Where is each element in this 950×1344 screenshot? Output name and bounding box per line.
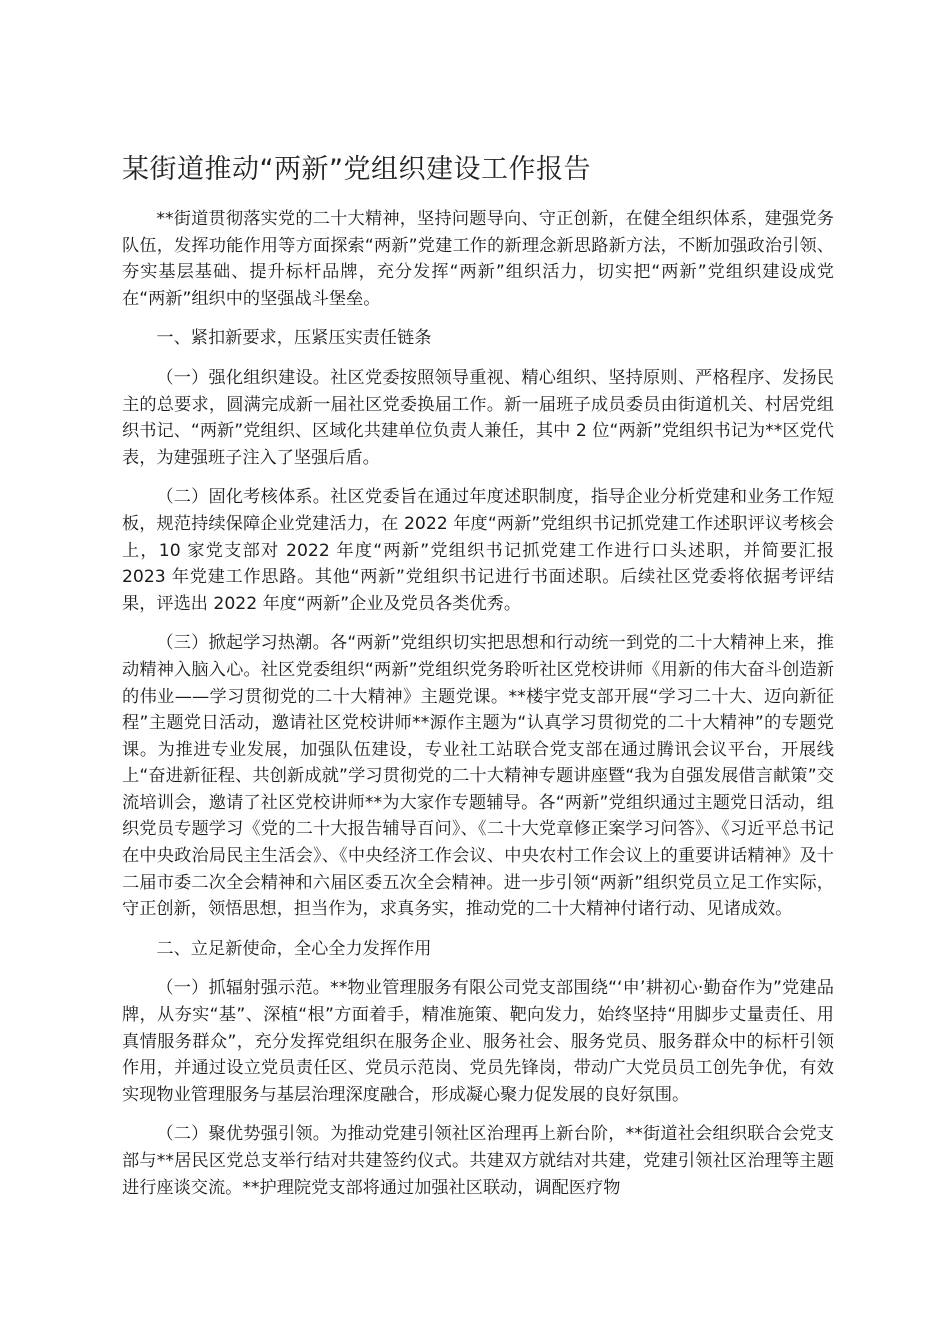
section-1-heading: 一、紧扣新要求，压紧压实责任链条: [156, 328, 432, 349]
section-1-paragraph-1: （一）强化组织建设。社区党委按照领导重视、精心组织、坚持原则、严格程序、发扬民主的总要求，圆满完成新一届社区党委换届工作。新一届班子成员委员由街道机关、村居党组织书记、“两新”党组织、区域化共建单位负责人兼任，其中 2 位“两新”党组织书记为**区党代表，为建强班子注入了坚强后盾。: [122, 367, 834, 468]
section-2-paragraph-2: （二）聚优势强引领。为推动党建引领社区治理再上新台阶，**街道社会组织联合会党支部与**居民区党总支举行结对共建签约仪式。共建双方就结对共建，党建引领社区治理等主题进行座谈交流。**护理院党支部将通过加强社区联动，调配医疗物: [122, 1124, 834, 1198]
section-1-paragraph-3: （三）掀起学习热潮。各“两新”党组织切实把思想和行动统一到党的二十大精神上来，推动精神入脑入心。社区党委组织“两新”党组织党务聆听社区党校讲师《用新的伟大奋斗创造新的伟业——学习贯彻党的二十大精神》主题党课。**楼宇党支部开展“学习二十大、迈向新征程”主题党日活动，邀请社区党校讲师**源作主题为“认真学习贯彻党的二十大精神”的专题党课。为推进专业发展，加强队伍建设，专业社工站联合党支部在通过腾讯会议平台，开展线上“奋进新征程、共创新成就”学习贯彻党的二十大精神专题讲座暨“我为自强发展借言献策”交流培训会，邀请了社区党校讲师**为大家作专题辅导。各“两新”党组织通过主题党日活动，组织党员专题学习《党的二十大报告辅导百问》、《二十大党章修正案学习问答》、《习近平总书记在中央政治局民主生活会》、《中央经济工作会议、中央农村工作会议上的重要讲话精神》及十二届市委二次全会精神和六届区委五次全会精神。进一步引领“两新”组织党员立足工作实际，守正创新，领悟思想，担当作为，求真务实，推动党的二十大精神付诸行动、见诸成效。: [122, 633, 834, 920]
section-1-paragraph-2: （二）固化考核体系。社区党委旨在通过年度述职制度，指导企业分析党建和业务工作短板，规范持续保障企业党建活力，在 2022 年度“两新”党组织书记抓党建工作述职评议考核会上，10 家党支部对 2022 年度“两新”党组织书记抓党建工作进行口头述职，并简要汇报 2023 年党建工作思路。其他“两新”党组织书记进行书面述职。后续社区党委将依据考评结果，评选出 2022 年度“两新”企业及党员各类优秀。: [122, 487, 834, 614]
document-page: [122, 150, 834, 1214]
intro-paragraph: **街道贯彻落实党的二十大精神，坚持问题导向、守正创新，在健全组织体系，建强党务队伍，发挥功能作用等方面探索“两新”党建工作的新理念新思路新方法，不断加强政治引领、夯实基层基础、提升标杆品牌，充分发挥“两新”组织活力，切实把“两新”党组织建设成党在“两新”组织中的坚强战斗堡垒。: [122, 209, 834, 309]
section-2-paragraph-1: （一）抓辐射强示范。**物业管理服务有限公司党支部围绕“‘申’耕初心·勤奋作为”党建品牌，从夯实“基”、深植“根”方面着手，精准施策、靶向发力，始终坚持“用脚步丈量责任、用真情服务群众”，充分发挥党组织在服务企业、服务社会、服务党员、服务群众中的标杆引领作用，并通过设立党员责任区、党员示范岗、党员先锋岗，带动广大党员员工创先争优，有效实现物业管理服务与基层治理深度融合，形成凝心聚力促发展的良好氛围。: [122, 978, 834, 1105]
document-title: 某街道推动“两新”党组织建设工作报告: [122, 154, 591, 185]
section-2-heading: 二、立足新使命，全心全力发挥作用: [156, 938, 432, 959]
